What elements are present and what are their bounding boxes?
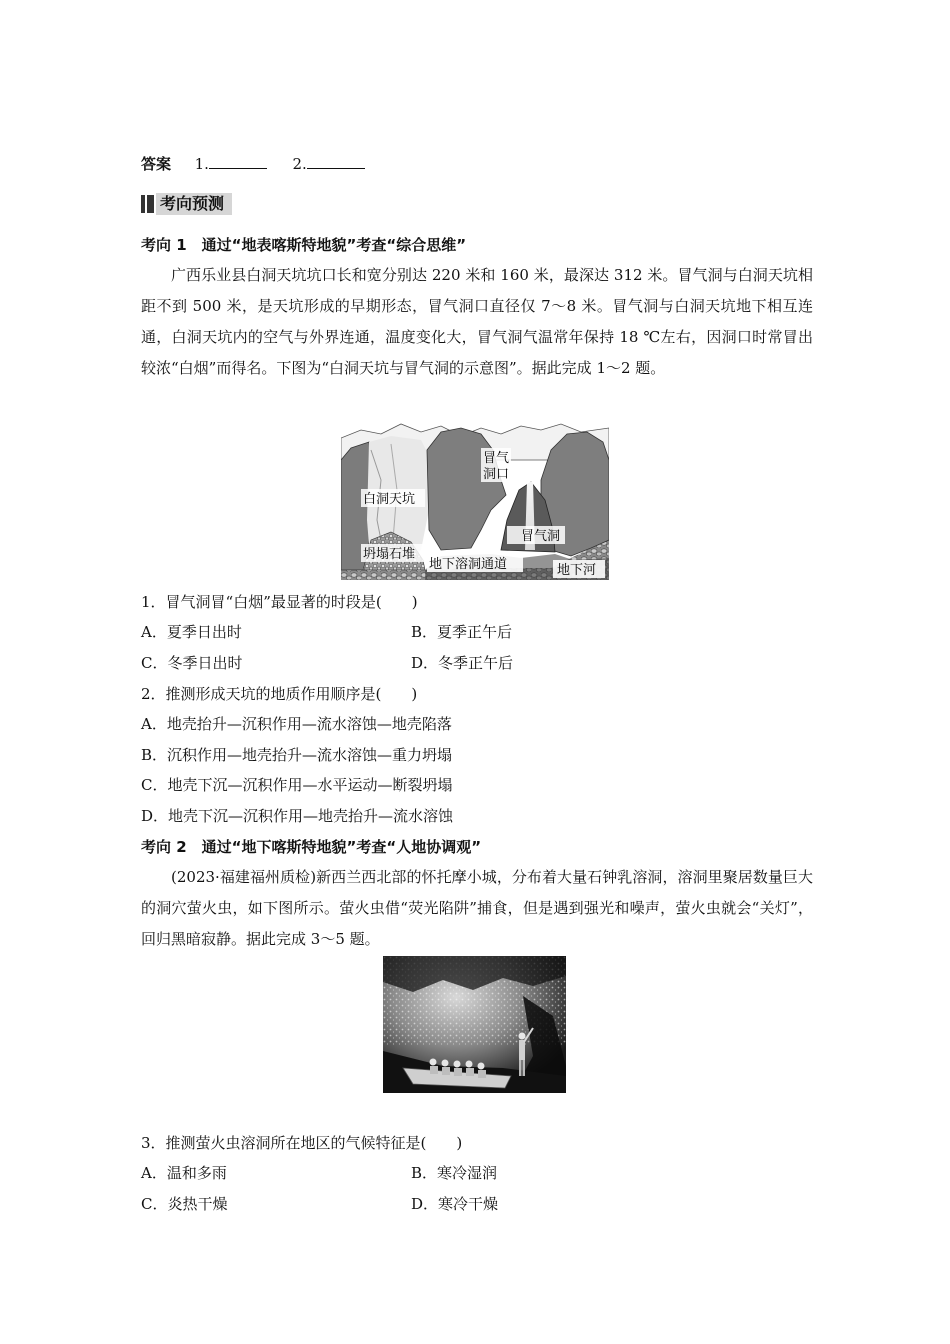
q3-option-c[interactable]: C．炎热干燥 [141, 1195, 228, 1213]
q2-option-c[interactable]: C．地壳下沉—沉积作用—水平运动—断裂坍塌 [141, 776, 453, 794]
q1-stem: 1．冒气洞冒“白烟”最显著的时段是( ) [141, 593, 418, 611]
answer-blank-2[interactable] [307, 154, 365, 169]
direction-2-passage: (2023·福建福州质检)新西兰西北部的怀托摩小城，分布着大量石钟乳溶洞，溶洞里聚居数量巨大的洞穴萤火虫，如下图所示。萤火虫借“荧光陷阱”捕食，但是遇到强光和噪声，萤火虫就会“关灯”，回归黑暗寂静。据此完成 3～5 题。 [141, 868, 813, 948]
label-collapse-pile: 坍塌石堆 [363, 547, 416, 562]
section-header [141, 193, 232, 215]
label-vent-top: 冒气 [483, 451, 510, 466]
direction-1-passage: 广西乐业县白洞天坑坑口长和宽分别达 220 米和 160 米，最深达 312 米。冒气洞与白洞天坑相距不到 500 米，是天坑形成的早期形态，冒气洞口直径仅 7～8 米。冒气洞与白洞天坑地下相互连通，白洞天坑内的空气与外界连通，温度变化大，冒气洞气温常年保持 18 ℃左右，因洞口时常冒出较浓“白烟”而得名。下图为“白洞天坑与冒气洞的示意图”。据此完成 1～2 题。 [141, 266, 813, 377]
answer-blank-1[interactable] [209, 154, 267, 169]
glowworm-cave-photo [383, 956, 566, 1093]
q2-option-a[interactable]: A．地壳抬升—沉积作用—流水溶蚀—地壳陷落 [141, 715, 452, 733]
direction-1-heading: 考向 1 通过“地表喀斯特地貌”考查“综合思维” [141, 236, 467, 254]
label-underground-channel: 地下溶洞通道 [429, 557, 508, 572]
q3-option-d[interactable]: D．寒冷干燥 [411, 1195, 499, 1213]
section-title: 考向预测 [156, 193, 232, 215]
q2-stem: 2．推测形成天坑的地质作用顺序是( ) [141, 685, 418, 703]
q1-option-d[interactable]: D．冬季正午后 [411, 654, 514, 672]
q3-option-b[interactable]: B．寒冷湿润 [411, 1164, 498, 1182]
direction-2-heading: 考向 2 通过“地下喀斯特地貌”考查“人地协调观” [141, 838, 482, 856]
answer-item-1: 1. [194, 155, 209, 173]
label-vent-cave: 冒气洞 [521, 529, 561, 544]
q2-option-b[interactable]: B．沉积作用—地壳抬升—流水溶蚀—重力坍塌 [141, 746, 453, 764]
q1-option-b[interactable]: B．夏季正午后 [411, 623, 513, 641]
answer-label: 答案 [141, 155, 172, 173]
q2-option-d[interactable]: D．地壳下沉—沉积作用—地壳抬升—流水溶蚀 [141, 807, 454, 825]
q3-stem: 3．推测萤火虫溶洞所在地区的气候特征是( ) [141, 1134, 463, 1152]
sinkhole-diagram [341, 420, 609, 580]
label-vent-bottom: 洞口 [483, 467, 510, 482]
label-underground-river: 地下河 [557, 563, 597, 578]
label-sinkhole: 白洞天坑 [363, 492, 416, 507]
q3-option-a[interactable]: A．温和多雨 [141, 1164, 227, 1182]
q1-option-c[interactable]: C．冬季日出时 [141, 654, 243, 672]
section-marker-icon [141, 193, 156, 215]
answer-item-2: 2. [292, 155, 307, 173]
q1-option-a[interactable]: A．夏季日出时 [141, 623, 242, 641]
answer-row [141, 154, 365, 174]
